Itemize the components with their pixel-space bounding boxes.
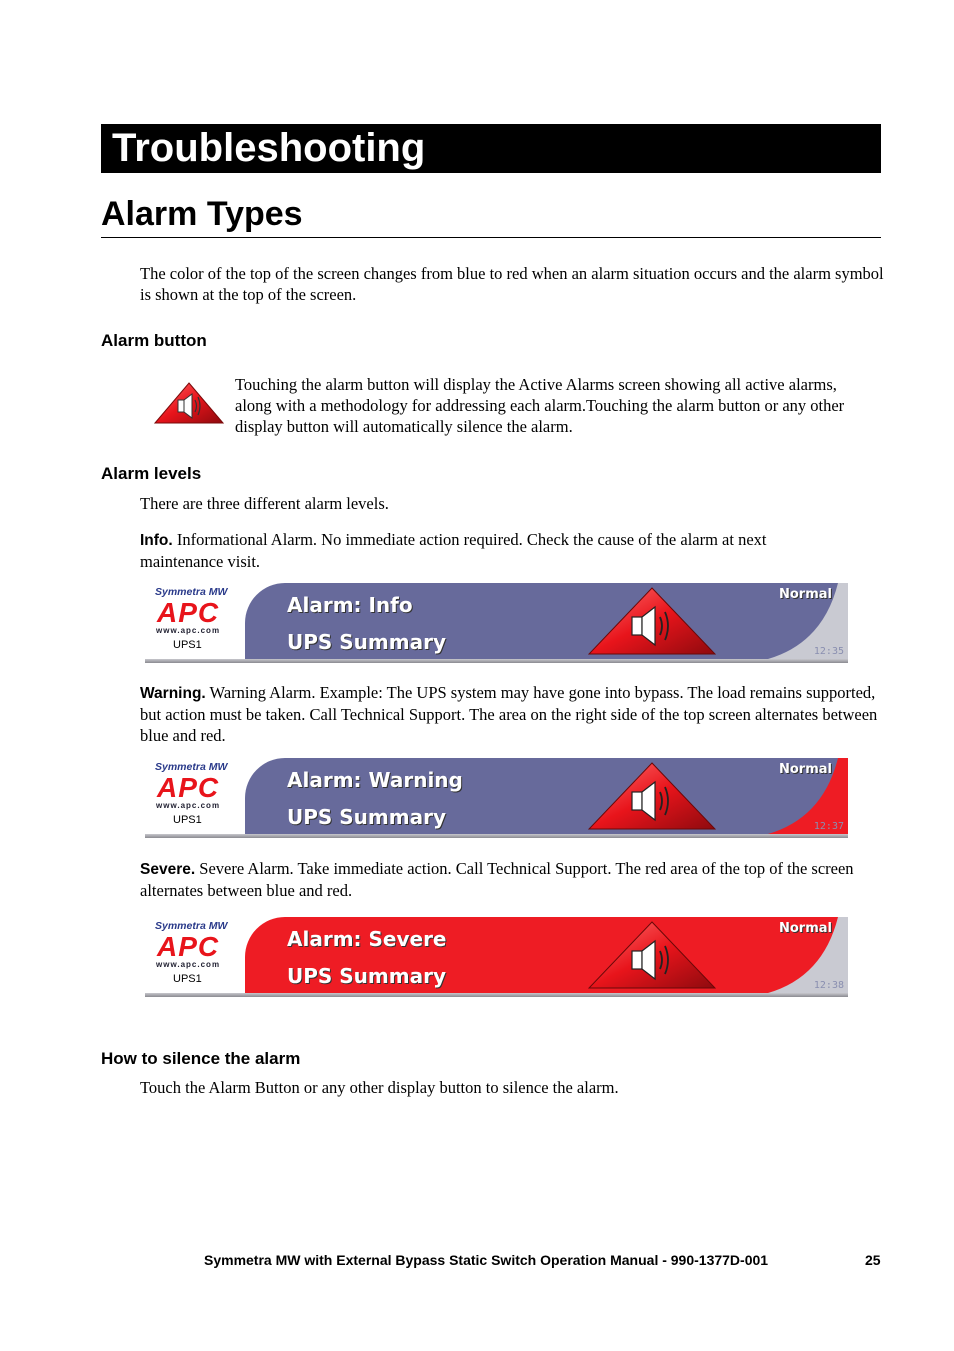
chapter-banner [101, 124, 881, 173]
alarm-button-heading: Alarm button [101, 331, 207, 350]
alarm-button-description: Touching the alarm button will display the Active Alarms screen showing all active alarms, along with a methodology for addressing each alarm.Touching the alarm button or any other display button will automatically silence the alarm. [235, 375, 845, 436]
unit-name: UPS1 [173, 814, 202, 826]
alarm-levels-heading: Alarm levels [101, 464, 202, 483]
clock-time: 12:35 [813, 646, 844, 657]
status-text: Normal [779, 921, 832, 936]
product-name: Symmetra MW [155, 920, 228, 932]
intro-paragraph: The color of the top of the screen changes from blue to red when an alarm situation occurs and the alarm symbol is shown at the top of the screen. [140, 264, 884, 304]
level-severe-lead: Severe. [140, 861, 196, 878]
brand-logo: APC [157, 597, 220, 628]
unit-name: UPS1 [173, 973, 202, 985]
level-info-lead: Info. [140, 532, 173, 549]
status-bar-warning [145, 758, 848, 838]
chapter-title: Troubleshooting [112, 126, 426, 170]
speaker-alarm-icon [154, 382, 224, 424]
status-text: Normal [779, 587, 832, 602]
level-warning-lead: Warning. [140, 685, 206, 702]
apc-logo [145, 917, 245, 997]
alarm-levels-intro: There are three different alarm levels. [140, 494, 389, 513]
level-severe-paragraph [140, 858, 885, 901]
alarm-label: Alarm: Warning [287, 768, 463, 792]
clock-time: 12:38 [813, 980, 844, 991]
brand-url: www.apc.com [156, 801, 221, 810]
clock-time: 12:37 [813, 821, 844, 832]
level-warning-paragraph [140, 682, 885, 746]
silence-paragraph: Touch the Alarm Button or any other display button to silence the alarm. [140, 1078, 619, 1097]
brand-url: www.apc.com [156, 626, 221, 635]
alarm-button[interactable] [588, 921, 716, 994]
section-title: Alarm Types [101, 195, 303, 233]
level-severe-text: Severe Alarm. Take immediate action. Call Technical Support. The red area of the top of the screen alternates between blue and red. [140, 859, 854, 900]
brand-logo: APC [157, 772, 220, 803]
status-bar-info [145, 583, 848, 663]
alarm-button[interactable] [588, 587, 716, 660]
apc-logo [145, 583, 245, 663]
speaker-alarm-icon [588, 587, 716, 655]
brand-logo: APC [157, 931, 220, 962]
level-info-text: Informational Alarm. No immediate action required. Check the cause of the alarm at next maintenance visit. [140, 530, 767, 571]
status-bar-base [145, 659, 848, 663]
section-divider [101, 237, 881, 238]
status-bar-severe [145, 917, 848, 997]
speaker-alarm-icon [588, 762, 716, 830]
product-name: Symmetra MW [155, 761, 228, 773]
status-bar-base [145, 993, 848, 997]
footer-page-number: 25 [865, 1252, 881, 1268]
footer-manual-title: Symmetra MW with External Bypass Static Switch Operation Manual - 990-1377D-001 [204, 1252, 769, 1268]
status-text: Normal [779, 762, 832, 777]
silence-heading: How to silence the alarm [101, 1049, 301, 1068]
product-name: Symmetra MW [155, 586, 228, 598]
level-info-paragraph [140, 529, 840, 572]
screen-label: UPS Summary [287, 805, 446, 829]
status-bar-base [145, 834, 848, 838]
speaker-alarm-icon [588, 921, 716, 989]
unit-name: UPS1 [173, 639, 202, 651]
alarm-button[interactable] [588, 762, 716, 835]
alarm-label: Alarm: Info [287, 593, 413, 617]
apc-logo [145, 758, 245, 838]
level-warning-text: Warning Alarm. Example: The UPS system may have gone into bypass. The load remains supported, but action must be taken. Call Technical Support. The area on the right side of the top screen alternates between blue and red. [140, 683, 878, 745]
alarm-label: Alarm: Severe [287, 927, 447, 951]
screen-label: UPS Summary [287, 630, 446, 654]
screen-label: UPS Summary [287, 964, 446, 988]
brand-url: www.apc.com [156, 960, 221, 969]
alarm-button[interactable] [154, 382, 224, 424]
